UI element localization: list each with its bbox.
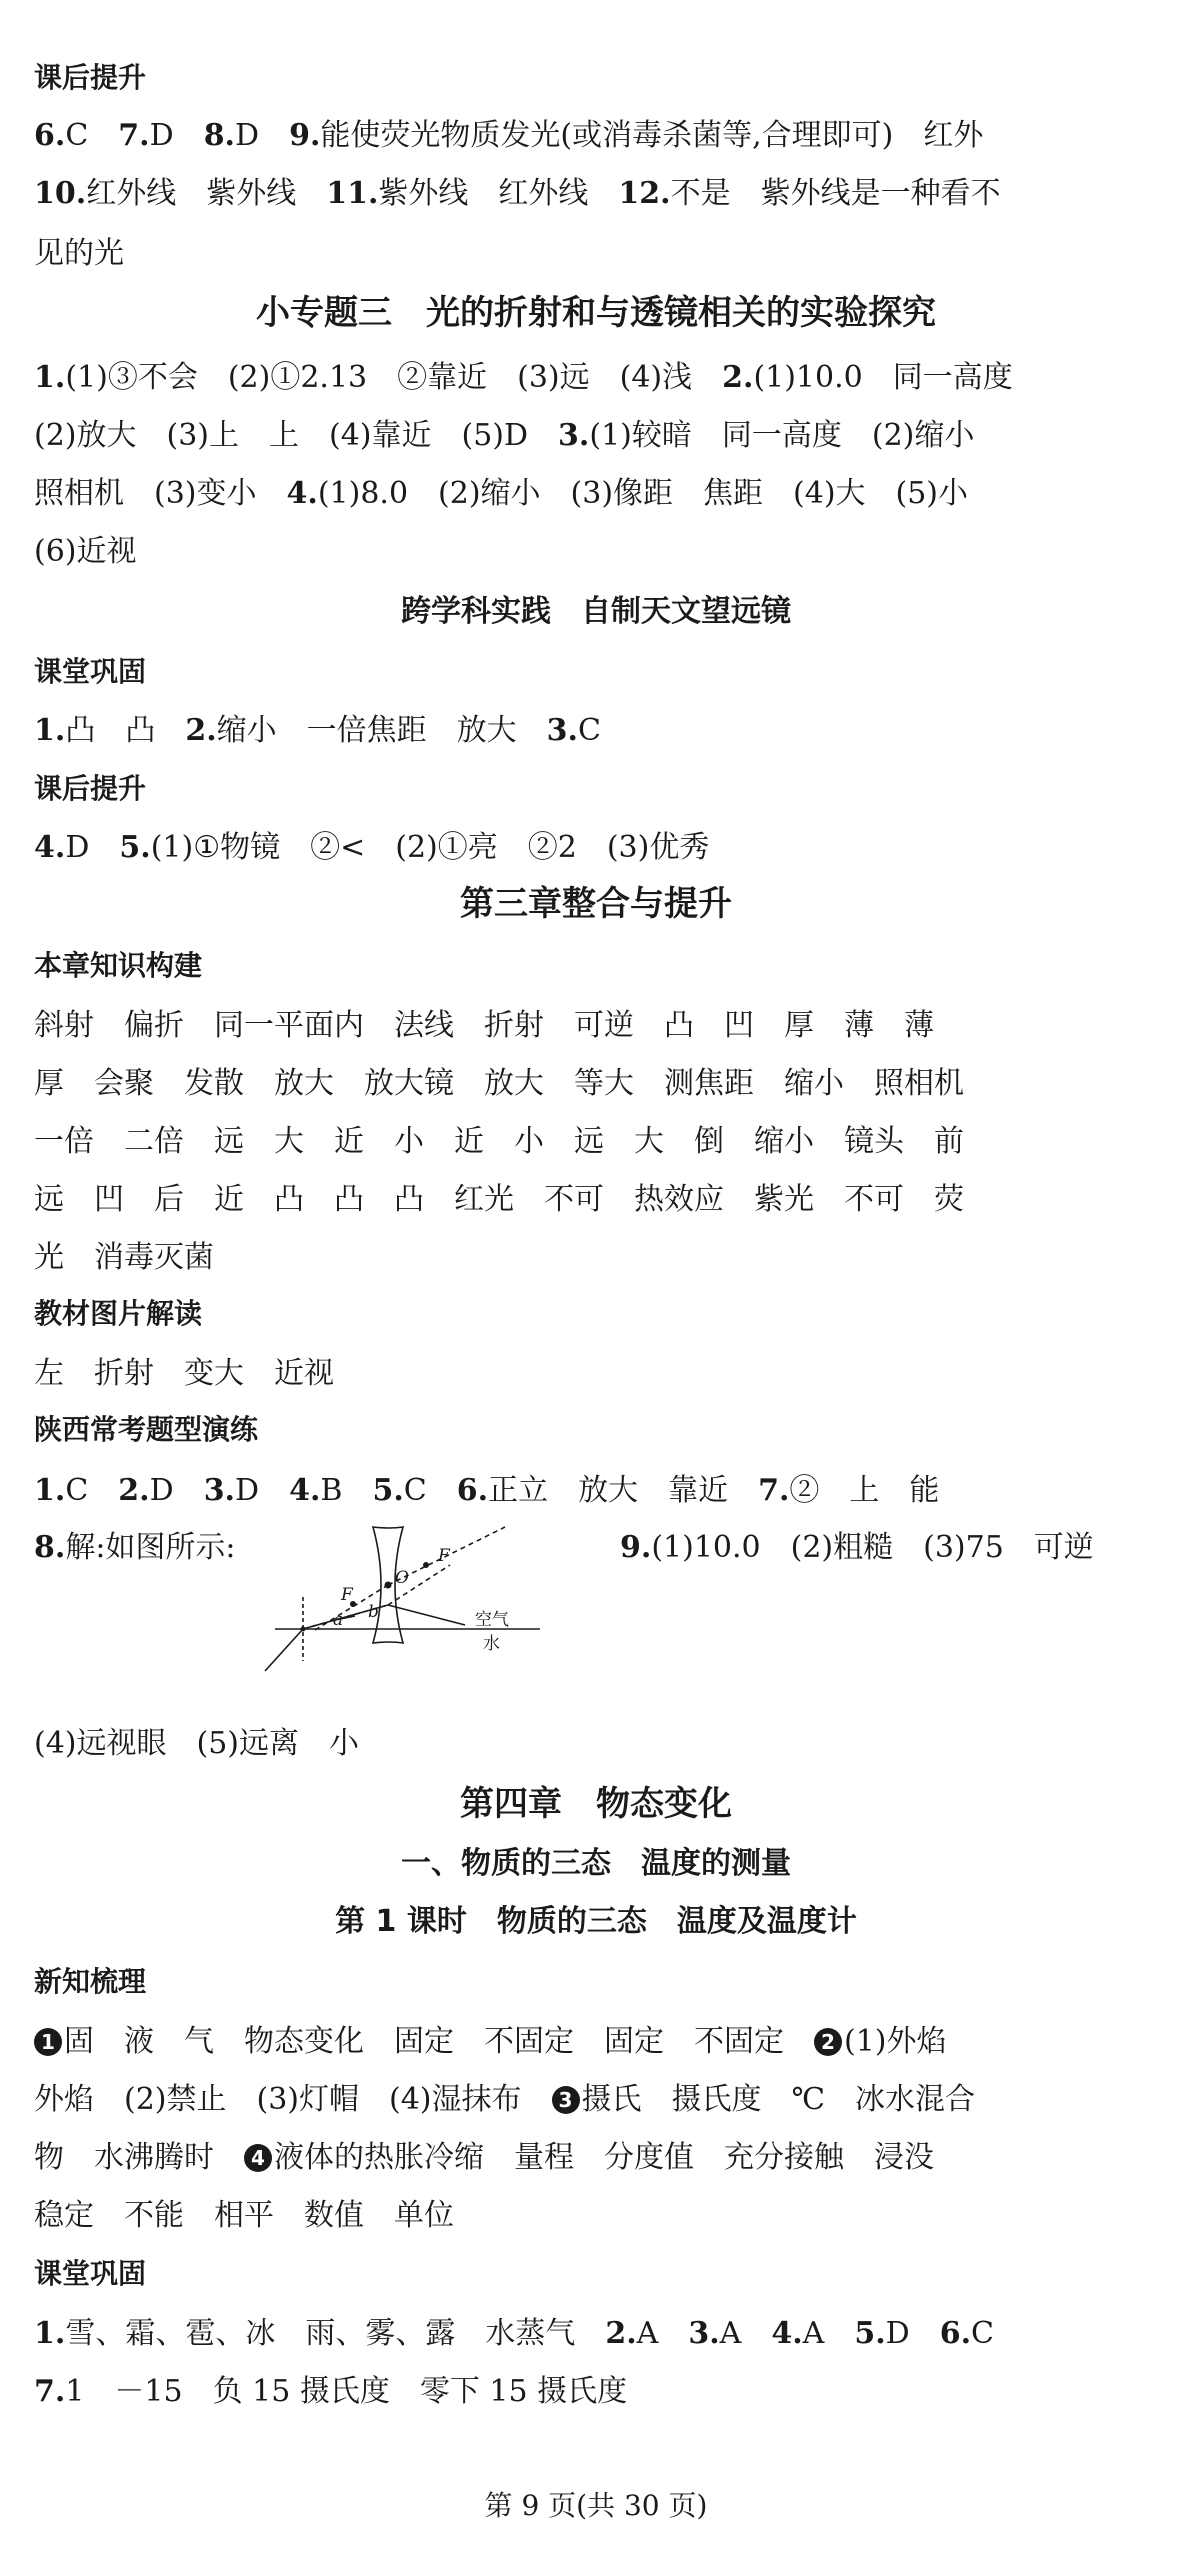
answer-text: 正立 放大 靠近: [488, 1473, 759, 1508]
question-number: 2.: [722, 360, 754, 395]
answer-line: [34, 705, 601, 749]
answer-text: A: [719, 2316, 772, 2351]
answer-line: 见的光: [34, 236, 124, 271]
answer-line: (4)远视眼 (5)远离 小: [34, 1726, 359, 1761]
knowledge-line: [34, 2132, 934, 2176]
answer-line: (6)近视: [34, 534, 137, 569]
knowledge-line: [34, 2074, 975, 2118]
question-number: 5.: [854, 2316, 886, 2351]
answer-line: [34, 410, 974, 454]
question-number: 1.: [34, 713, 66, 748]
question-number: 3.: [203, 1473, 236, 1508]
answer-text: C: [65, 118, 119, 153]
question-number: 8.: [203, 118, 236, 153]
section-heading: 教材图片解读: [34, 1297, 203, 1330]
label-f-left: F: [341, 1585, 353, 1605]
answer-line: [34, 2366, 627, 2410]
focus-point: [423, 1562, 429, 1568]
answer-text: A: [636, 2316, 689, 2351]
question-number: 1.: [34, 360, 66, 395]
section-heading: 课后提升: [34, 772, 147, 805]
answer-line: [34, 1465, 939, 1509]
question-number: 7.: [758, 1473, 790, 1508]
question-number: 1.: [34, 2316, 66, 2351]
answer-line: [34, 168, 1001, 212]
question-number: 10.: [34, 176, 87, 211]
lens-refraction-diagram: [255, 1525, 555, 1675]
question-number: 9.: [620, 1530, 652, 1565]
answer-text: 照相机 (3)变小: [34, 476, 287, 511]
answer-text: 紫外线 红外线: [378, 176, 619, 211]
answer-text: 不是 紫外线是一种看不: [670, 176, 1001, 211]
answer-text: (1)③不会 (2)①2.13 ②靠近 (3)远 (4)浅: [65, 360, 723, 395]
question-number: 4.: [771, 2316, 803, 2351]
question-number: 4.: [34, 830, 66, 865]
answer-text: 红外线 紫外线: [86, 176, 327, 211]
topic-title: 跨学科实践 自制天文望远镜: [401, 594, 791, 629]
answer-text: (2)放大 (3)上 上 (4)靠近 (5)D: [34, 418, 559, 453]
answer-text: D: [149, 1473, 204, 1508]
incident-ray: [265, 1629, 303, 1671]
answer-text: 能使荧光物质发光(或消毒杀菌等,合理即可) 红外: [320, 118, 984, 153]
section-heading: 课堂巩固: [34, 2257, 147, 2290]
class-title: 第 1 课时 物质的三态 温度及温度计: [335, 1904, 857, 1939]
exit-ray: [388, 1605, 465, 1625]
question-number: 7.: [118, 118, 150, 153]
knowledge-line: 稳定 不能 相平 数值 单位: [34, 2198, 454, 2233]
question-number: 4.: [286, 476, 318, 511]
answer-line: 左 折射 变大 近视: [34, 1356, 334, 1391]
question-number: 9.: [289, 118, 321, 153]
answer-line: [34, 822, 709, 866]
question-number: 3.: [558, 418, 590, 453]
answer-line: 8.解:如图所示:: [34, 1530, 236, 1565]
knowledge-text: 物 水沸腾时: [34, 2140, 244, 2175]
answer-text: (1)10.0 (2)粗糙 (3)75 可逆: [651, 1530, 1094, 1565]
answer-text: 凸 凸: [65, 713, 186, 748]
knowledge-text: (1)外焰: [844, 2024, 947, 2059]
optical-center-point: [385, 1582, 392, 1589]
answer-text: C: [971, 2316, 995, 2351]
question-number: 2.: [185, 713, 217, 748]
section-heading: 课堂巩固: [34, 655, 147, 688]
answer-text: C: [577, 713, 601, 748]
circled-number-icon: 3: [552, 2086, 580, 2114]
question-number: 11.: [326, 176, 379, 211]
answer-text: (1)10.0 同一高度: [753, 360, 1013, 395]
question-number: 6.: [939, 2316, 972, 2351]
question-number: 4.: [289, 1473, 321, 1508]
lesson-title: 一、物质的三态 温度的测量: [401, 1846, 791, 1881]
label-o: O: [395, 1568, 409, 1588]
question-number: 2.: [118, 1473, 150, 1508]
knowledge-text: 固 液 气 物态变化 固定 不固定 固定 不固定: [64, 2024, 814, 2059]
question-number: 12.: [618, 176, 671, 211]
label-water: 水: [483, 1634, 500, 1654]
knowledge-text: 摄氏 摄氏度 ℃ 冰水混合: [581, 2082, 976, 2117]
answer-text: (1)①物镜 ②< (2)①亮 ②2 (3)优秀: [150, 830, 710, 865]
question-number: 3.: [546, 713, 578, 748]
circled-number-icon: 4: [244, 2144, 272, 2172]
answer-text: ② 上 能: [789, 1473, 940, 1508]
label-a: a: [333, 1610, 344, 1630]
answer-text: D: [65, 830, 120, 865]
knowledge-line: [34, 2016, 947, 2060]
circled-number-icon: 2: [814, 2028, 842, 2056]
question-number: 6.: [456, 1473, 489, 1508]
answer-text: 1 －15 负 15 摄氏度 零下 15 摄氏度: [65, 2374, 628, 2409]
question-number: 2.: [605, 2316, 637, 2351]
label-air: 空气: [475, 1610, 509, 1630]
answer-text: D: [235, 118, 290, 153]
label-b: b: [368, 1602, 379, 1622]
circled-number-icon: 1: [34, 2028, 62, 2056]
chapter-title: 第四章 物态变化: [460, 1784, 732, 1824]
answer-text: (1)较暗 同一高度 (2)缩小: [589, 418, 975, 453]
question-number: 7.: [34, 2374, 66, 2409]
answer-text: (1)8.0 (2)缩小 (3)像距 焦距 (4)大 (5)小: [317, 476, 969, 511]
question-number: 3.: [688, 2316, 720, 2351]
section-heading: 本章知识构建: [34, 949, 203, 982]
knowledge-line: 光 消毒灭菌: [34, 1240, 214, 1275]
question-number: 6.: [34, 118, 66, 153]
question-number: 1.: [34, 1473, 66, 1508]
knowledge-line: 厚 会聚 发散 放大 放大镜 放大 等大 测焦距 缩小 照相机: [34, 1066, 964, 1101]
answer-text: D: [149, 118, 204, 153]
knowledge-line: 一倍 二倍 远 大 近 小 近 小 远 大 倒 缩小 镜头 前: [34, 1124, 964, 1159]
knowledge-text: 液体的热胀冷缩 量程 分度值 充分接触 浸没: [274, 2140, 934, 2175]
answer-text: D: [885, 2316, 940, 2351]
label-f-right: F: [438, 1546, 450, 1566]
answer-text: B: [320, 1473, 373, 1508]
question-number: 5.: [372, 1473, 404, 1508]
page-footer: 第 9 页(共 30 页): [484, 2489, 708, 2522]
topic-title: 小专题三 光的折射和与透镜相关的实验探究: [256, 293, 936, 333]
section-heading: 课后提升: [34, 61, 147, 94]
answer-line: [34, 352, 1013, 396]
answer-text: A: [802, 2316, 855, 2351]
answer-line: [620, 1522, 1094, 1566]
answer-text: D: [235, 1473, 290, 1508]
knowledge-line: 斜射 偏折 同一平面内 法线 折射 可逆 凸 凹 厚 薄 薄: [34, 1008, 934, 1043]
answer-text: C: [65, 1473, 119, 1508]
answer-text: C: [403, 1473, 457, 1508]
chapter-review-title: 第三章整合与提升: [460, 884, 732, 924]
section-heading: 陕西常考题型演练: [34, 1413, 259, 1446]
knowledge-text: 外焰 (2)禁止 (3)灯帽 (4)湿抹布: [34, 2082, 552, 2117]
answer-line: [34, 110, 983, 154]
answer-text: 缩小 一倍焦距 放大: [216, 713, 547, 748]
knowledge-line: 远 凹 后 近 凸 凸 凸 红光 不可 热效应 紫光 不可 荧: [34, 1182, 964, 1217]
question-number: 5.: [119, 830, 151, 865]
answer-text: 雪、霜、雹、冰 雨、雾、露 水蒸气: [65, 2316, 606, 2351]
answer-line: [34, 2308, 994, 2352]
answer-line: [34, 468, 968, 512]
section-heading: 新知梳理: [34, 1965, 147, 1998]
